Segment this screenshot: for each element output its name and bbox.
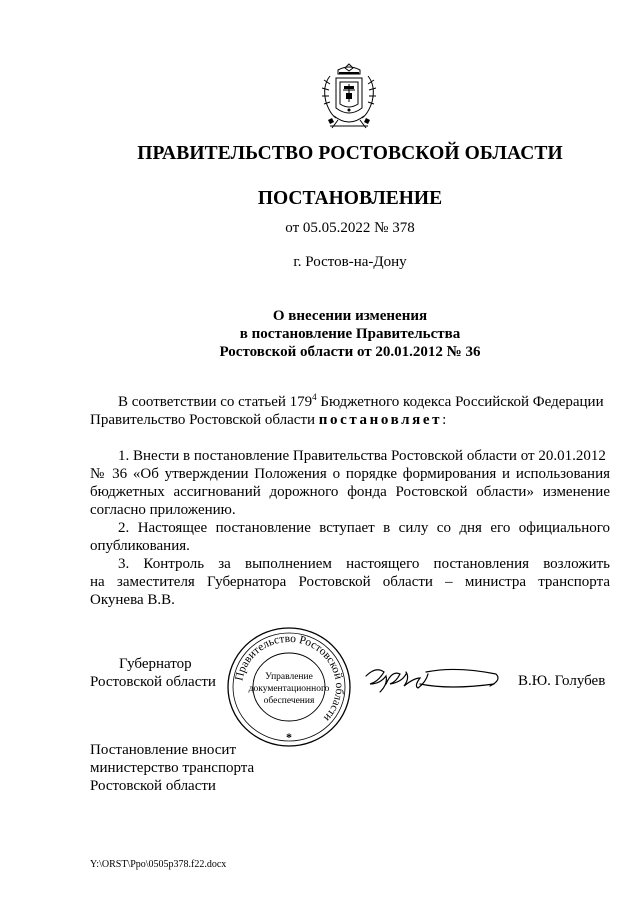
preamble-text: : bbox=[442, 412, 447, 428]
preamble-paragraph bbox=[90, 393, 610, 429]
paragraph-line: 1. Внести в постановление Правительства Ростовской области от 20.01.2012 bbox=[118, 448, 606, 464]
handwritten-signature bbox=[362, 662, 502, 698]
stamp-ring-text: Правительство Ростовской области bbox=[233, 632, 346, 724]
preamble-text: В соответствии со статьей 179 bbox=[118, 394, 313, 410]
document-type-title: ПОСТАНОВЛЕНИЕ bbox=[257, 188, 443, 209]
introduced-by-block bbox=[90, 741, 254, 795]
stamp-center-line: Управление bbox=[265, 672, 313, 682]
subject-heading bbox=[0, 307, 640, 361]
item-1-paragraph bbox=[90, 447, 610, 519]
signatory-title-line: Ростовской области bbox=[90, 674, 216, 690]
resolves-word: постановляет bbox=[318, 412, 443, 428]
introduced-by-line: Постановление вносит bbox=[90, 742, 237, 758]
paragraph-line: согласно приложению. bbox=[90, 502, 236, 518]
preamble-text: Правительство Ростовской области bbox=[90, 412, 319, 428]
stamp-center-line: документационного bbox=[248, 684, 330, 694]
date-and-number: от 05.05.2022 № 378 bbox=[285, 220, 415, 236]
subject-line: Ростовской области от 20.01.2012 № 36 bbox=[219, 344, 481, 360]
paragraph-line: опубликования. bbox=[90, 538, 190, 554]
article-superscript: 4 bbox=[312, 392, 317, 402]
city-line: г. Ростов-на-Дону bbox=[293, 254, 407, 270]
preamble-text: Бюджетного кодекса Российской Федерации bbox=[316, 394, 604, 410]
item-2-paragraph bbox=[90, 519, 610, 555]
paragraph-line: 2. Настоящее постановление вступает в силу со дня его официального bbox=[118, 520, 610, 536]
signatory-name: В.Ю. Голубев bbox=[518, 673, 606, 689]
subject-line: О внесении изменения bbox=[272, 308, 428, 324]
signatory-title bbox=[90, 655, 216, 691]
stamp-star: * bbox=[286, 730, 292, 744]
introduced-by-line: Ростовской области bbox=[90, 778, 216, 794]
paragraph-line: № 36 «Об утверждении Положения о порядке формирования и использования bbox=[90, 466, 610, 482]
paragraph-line: 3. Контроль за выполнением настоящего постановления возложить bbox=[118, 556, 610, 572]
introduced-by-line: министерство транспорта bbox=[90, 760, 255, 776]
paragraph-line: Окунева В.В. bbox=[90, 592, 175, 608]
paragraph-line: бюджетных ассигнований дорожного фонда Ростовской области» изменение bbox=[90, 484, 610, 500]
subject-line: в постановление Правительства bbox=[239, 326, 461, 342]
government-title: ПРАВИТЕЛЬСТВО РОСТОВСКОЙ ОБЛАСТИ bbox=[137, 143, 563, 164]
file-path-footer: Y:\ORST\Ppo\0505p378.f22.docx bbox=[90, 859, 227, 870]
paragraph-line: на заместителя Губернатора Ростовской области – министра транспорта bbox=[90, 574, 610, 590]
item-3-paragraph bbox=[90, 555, 610, 609]
coat-of-arms-emblem bbox=[316, 60, 382, 132]
signatory-title-line: Губернатор bbox=[119, 656, 192, 672]
official-stamp bbox=[225, 625, 353, 749]
stamp-center-line: обеспечения bbox=[263, 696, 315, 706]
